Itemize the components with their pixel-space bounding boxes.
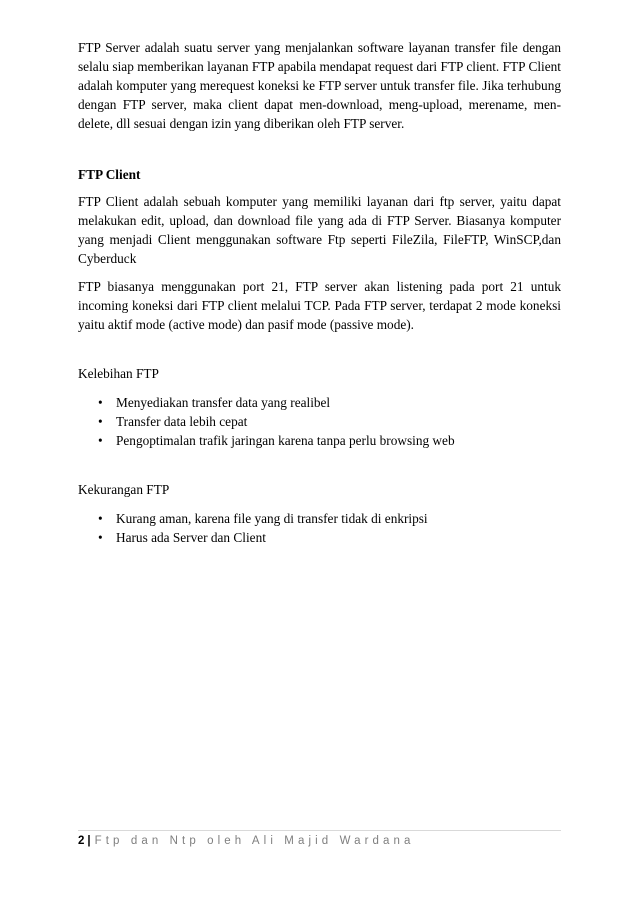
label-kekurangan: Kekurangan FTP [78,482,170,497]
footer-divider [78,830,561,831]
footer-title: Ftp dan Ntp oleh Ali Majid Wardana [94,835,415,847]
paragraph-ftp-port: FTP biasanya menggunakan port 21, FTP server akan listening pada port 21 untuk incoming koneksi dari FTP client melalui TCP. Pada FTP server, terdapat 2 mode koneksi yaitu aktif mode (active mode) dan pasif mode (passive mode). [78,279,561,332]
footer-separator: | [87,835,91,847]
list-item: • Pengoptimalan trafik jaringan karena tanpa perlu browsing web [98,433,455,448]
page-footer [78,833,415,849]
page-number: 2 [78,835,85,847]
bullet-icon: • [98,433,103,448]
paragraph-ftp-server: FTP Server adalah suatu server yang menjalankan software layanan transfer file dengan selalu siap memberikan layanan FTP apabila mendapat request dari FTP client. FTP Client adalah komputer yang merequest koneksi ke FTP server untuk transfer file. Jika terhubung dengan FTP server, maka client dapat men-download, meng-upload, merename, men-delete, dll sesuai dengan izin yang diberikan oleh FTP server. [78,40,561,131]
list-item: • Menyediakan transfer data yang realibel [98,395,331,410]
label-kelebihan: Kelebihan FTP [78,366,159,381]
bullet-icon: • [98,530,103,545]
list-item: • Transfer data lebih cepat [98,414,248,429]
list-kelebihan [78,393,561,450]
list-item: • Kurang aman, karena file yang di transfer tidak di enkripsi [98,511,428,526]
list-item: • Harus ada Server dan Client [98,530,266,545]
bullet-icon: • [98,395,103,410]
list-kekurangan [78,509,561,547]
document-body [78,38,561,547]
heading-ftp-client: FTP Client [78,167,141,182]
bullet-icon: • [98,414,103,429]
bullet-icon: • [98,511,103,526]
paragraph-ftp-client: FTP Client adalah sebuah komputer yang memiliki layanan dari ftp server, yaitu dapat melakukan edit, upload, dan download file yang ada di FTP Server. Biasanya komputer yang menjadi Client menggunakan software Ftp seperti FileZila, FileFTP, WinSCP,dan Cyberduck [78,194,561,266]
